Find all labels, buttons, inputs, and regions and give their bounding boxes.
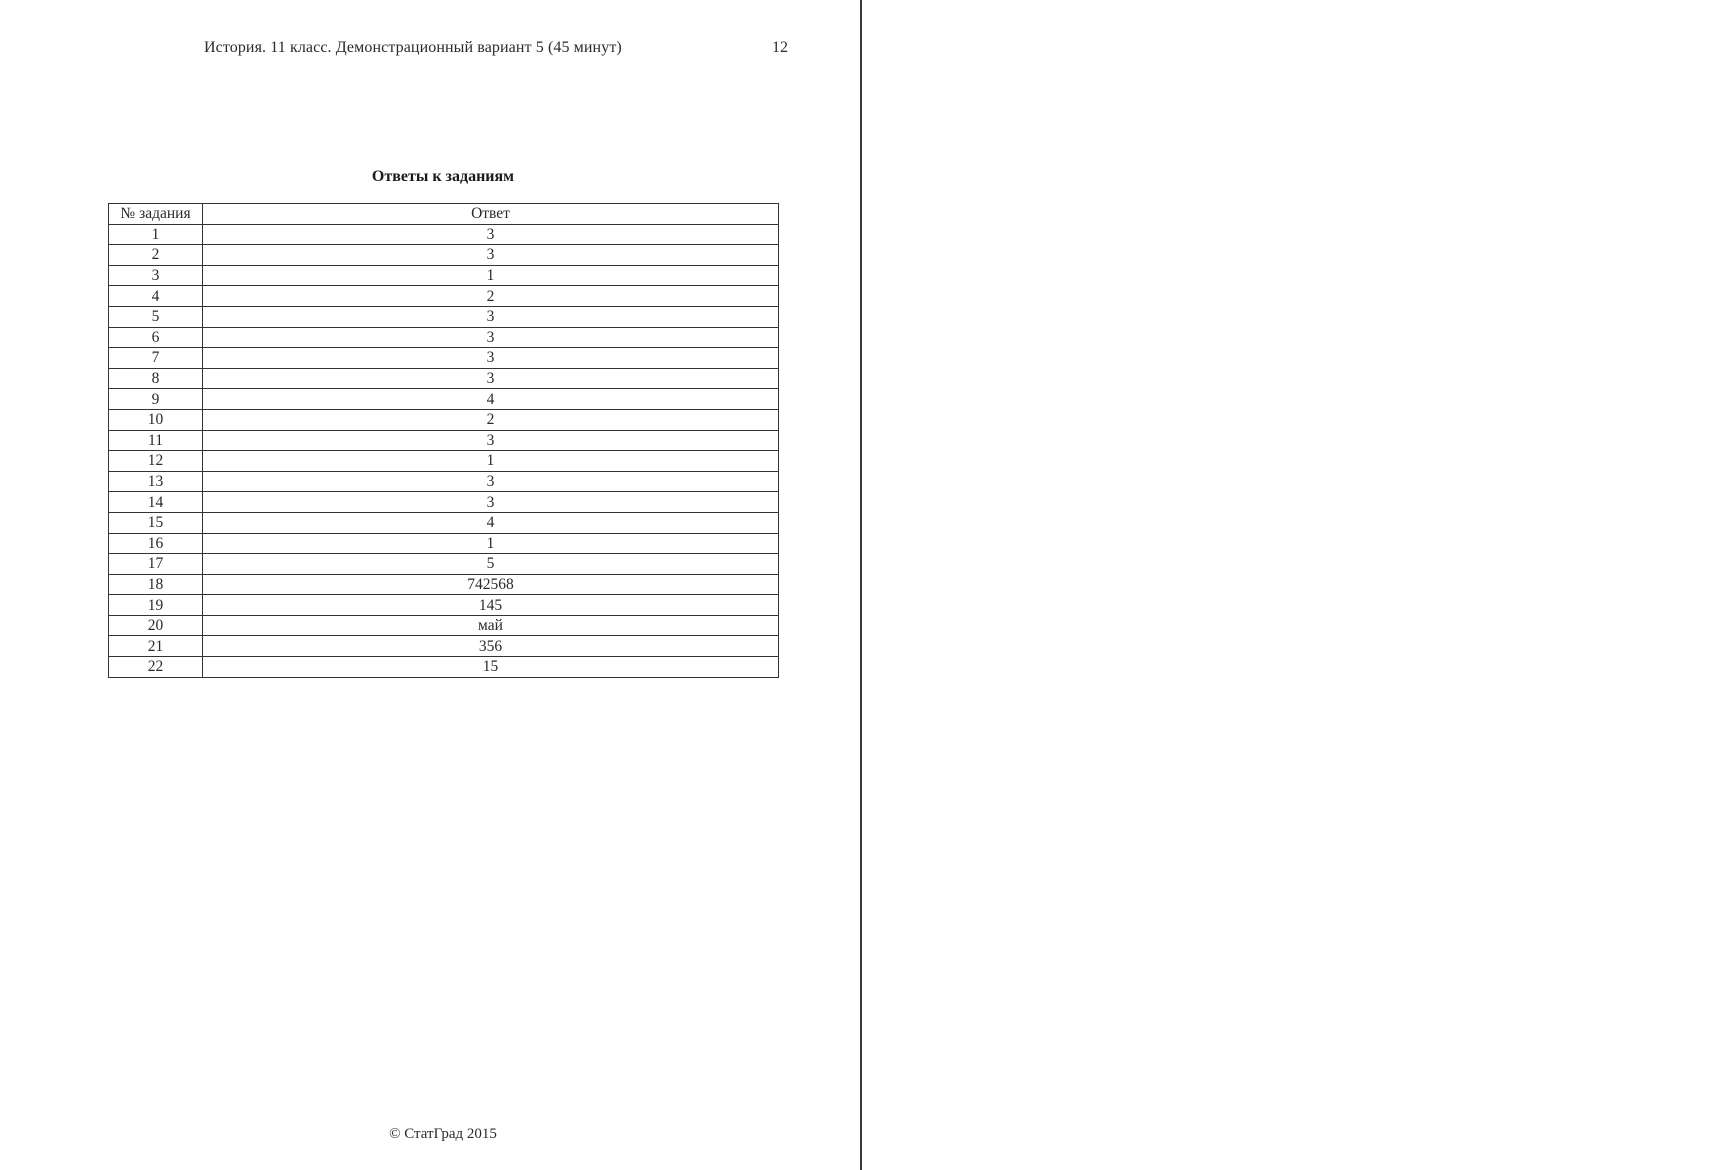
answer-cell: 5 xyxy=(203,554,779,575)
answers-table xyxy=(108,203,779,678)
task-number-cell: 13 xyxy=(109,471,203,492)
table-row xyxy=(109,389,779,410)
table-row xyxy=(109,409,779,430)
table-row xyxy=(109,636,779,657)
task-number-cell: 19 xyxy=(109,595,203,616)
table-row xyxy=(109,348,779,369)
table-row xyxy=(109,512,779,533)
table-row xyxy=(109,451,779,472)
answer-cell: 3 xyxy=(203,492,779,513)
answer-cell: 3 xyxy=(203,245,779,266)
answer-cell: 3 xyxy=(203,348,779,369)
table-header-row xyxy=(109,204,779,225)
answer-cell: 1 xyxy=(203,533,779,554)
answer-cell: 1 xyxy=(203,265,779,286)
answer-cell: 742568 xyxy=(203,574,779,595)
task-number-cell: 5 xyxy=(109,306,203,327)
answers-table-body xyxy=(109,224,779,677)
answer-cell: 3 xyxy=(203,471,779,492)
task-number-cell: 3 xyxy=(109,265,203,286)
table-row xyxy=(109,327,779,348)
column-header-answer: Ответ xyxy=(203,204,779,225)
answer-cell: 3 xyxy=(203,368,779,389)
task-number-cell: 18 xyxy=(109,574,203,595)
answer-cell: 3 xyxy=(203,224,779,245)
task-number-cell: 1 xyxy=(109,224,203,245)
task-number-cell: 16 xyxy=(109,533,203,554)
running-header: История. 11 класс. Демонстрационный вариант 5 (45 минут) xyxy=(204,39,622,56)
task-number-cell: 11 xyxy=(109,430,203,451)
table-row xyxy=(109,306,779,327)
table-row xyxy=(109,492,779,513)
table-row xyxy=(109,554,779,575)
task-number-cell: 8 xyxy=(109,368,203,389)
task-number-cell: 10 xyxy=(109,409,203,430)
section-title: Ответы к заданиям xyxy=(371,168,515,185)
task-number-cell: 12 xyxy=(109,451,203,472)
document-page-right-blank xyxy=(862,0,1722,1170)
table-row xyxy=(109,224,779,245)
task-number-cell: 21 xyxy=(109,636,203,657)
task-number-cell: 17 xyxy=(109,554,203,575)
copyright-footer: © СтатГрад 2015 xyxy=(389,1126,497,1142)
table-row xyxy=(109,286,779,307)
answer-cell: 356 xyxy=(203,636,779,657)
table-row xyxy=(109,595,779,616)
answer-cell: 3 xyxy=(203,430,779,451)
table-row xyxy=(109,533,779,554)
answer-cell: 1 xyxy=(203,451,779,472)
document-page-left xyxy=(0,0,860,1170)
answer-cell: 15 xyxy=(203,657,779,678)
task-number-cell: 22 xyxy=(109,657,203,678)
answer-cell: 3 xyxy=(203,306,779,327)
answer-cell: 2 xyxy=(203,409,779,430)
table-row xyxy=(109,368,779,389)
column-header-task-number: № задания xyxy=(109,204,203,225)
table-row xyxy=(109,471,779,492)
table-row xyxy=(109,574,779,595)
table-row xyxy=(109,265,779,286)
task-number-cell: 14 xyxy=(109,492,203,513)
answer-cell: 4 xyxy=(203,512,779,533)
answer-cell: 145 xyxy=(203,595,779,616)
task-number-cell: 15 xyxy=(109,512,203,533)
answer-cell: май xyxy=(203,615,779,636)
table-row xyxy=(109,245,779,266)
table-row xyxy=(109,657,779,678)
table-row xyxy=(109,615,779,636)
task-number-cell: 9 xyxy=(109,389,203,410)
answer-cell: 2 xyxy=(203,286,779,307)
answer-cell: 3 xyxy=(203,327,779,348)
task-number-cell: 4 xyxy=(109,286,203,307)
task-number-cell: 7 xyxy=(109,348,203,369)
answer-cell: 4 xyxy=(203,389,779,410)
task-number-cell: 2 xyxy=(109,245,203,266)
task-number-cell: 6 xyxy=(109,327,203,348)
table-row xyxy=(109,430,779,451)
page-number: 12 xyxy=(772,39,788,56)
task-number-cell: 20 xyxy=(109,615,203,636)
